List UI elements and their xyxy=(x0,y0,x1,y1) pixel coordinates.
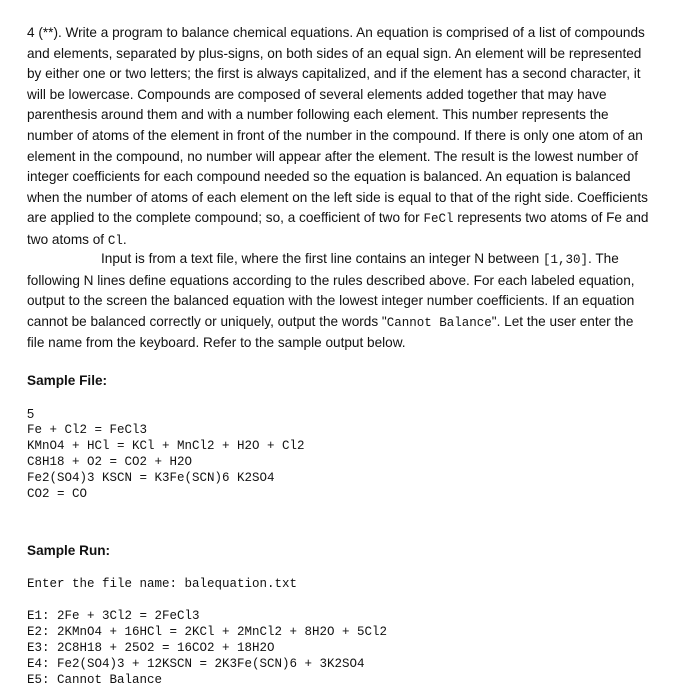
sample-run-prompt: Enter the file name: balequation.txt xyxy=(27,577,298,591)
input-text-2: . The following N lines define equations according to the rules described above. For each labeled equation, output to the screen the balanced equation with the lowest integer number coefficients. If an equation cannot be balanced correctly or uniquely, output the words " xyxy=(27,251,635,329)
output-line: E3: 2C8H18 + 25O2 = 16CO2 + 18H2O xyxy=(27,641,275,655)
inline-code-cannot-balance: Cannot Balance xyxy=(386,315,492,330)
input-description xyxy=(27,249,653,354)
sample-run-prompt-block xyxy=(27,576,297,592)
sample-file-count-block xyxy=(27,406,34,422)
sample-file-lines xyxy=(27,422,305,502)
input-text-1: Input is from a text file, where the first line contains an integer N between xyxy=(101,251,544,266)
sample-file-line: Fe + Cl2 = FeCl3 xyxy=(27,423,148,437)
inline-code-range: [1,30] xyxy=(543,253,589,267)
problem-text-1: 4 (**). Write a program to balance chemical equations. An equation is comprised of a list of compounds and elements, separated by plus-signs, on both sides of an equal sign. An element will be represented by either one or two letters; the first is always capitalized, and if the element has a second character, it will be lowercase. Compounds are composed of several elements added together that may have parenthesis around them and with a number following each element. This number represents the number of atoms of the element in front of the number in the compound. If there is only one atom of an element in the compound, no number will appear after the element. The result is the lowest number of integer coefficients for each compound needed so the equation is balanced. An equation is balanced when the number of atoms of each element on the left side is equal to that of the right side. Coefficients are applied to the complete compound; so, a coefficient of two for xyxy=(27,25,648,226)
output-line: E2: 2KMnO4 + 16HCl = 2KCl + 2MnCl2 + 8H2O + 5Cl2 xyxy=(27,625,388,639)
sample-file-count: 5 xyxy=(27,406,35,421)
output-line: E5: Cannot Balance xyxy=(27,673,163,687)
inline-code-cl: Cl xyxy=(107,233,123,248)
sample-file-line: KMnO4 + HCl = KCl + MnCl2 + H2O + Cl2 xyxy=(27,439,305,453)
output-line: E4: Fe2(SO4)3 + 12KSCN = 2K3Fe(SCN)6 + 3K2SO4 xyxy=(27,657,365,671)
input-text-3: ". Let the user enter the file name from the keyboard. Refer to the sample output below. xyxy=(27,313,634,351)
sample-file-line: C8H18 + O2 = CO2 + H2O xyxy=(27,455,193,469)
sample-file-line: Fe2(SO4)3 KSCN = K3Fe(SCN)6 K2SO4 xyxy=(27,471,275,485)
problem-description xyxy=(27,23,653,252)
inline-code-fecl: FeCl xyxy=(423,212,454,227)
sample-file-line: CO2 = CO xyxy=(27,487,88,501)
sample-run-output xyxy=(27,608,387,688)
problem-text-2: represents two atoms of Fe and two atoms of xyxy=(27,210,649,247)
problem-text-3: . xyxy=(122,231,127,247)
output-line: E1: 2Fe + 3Cl2 = 2FeCl3 xyxy=(27,609,200,623)
sample-file-heading: Sample File: xyxy=(27,373,108,388)
sample-run-heading: Sample Run: xyxy=(27,543,111,558)
